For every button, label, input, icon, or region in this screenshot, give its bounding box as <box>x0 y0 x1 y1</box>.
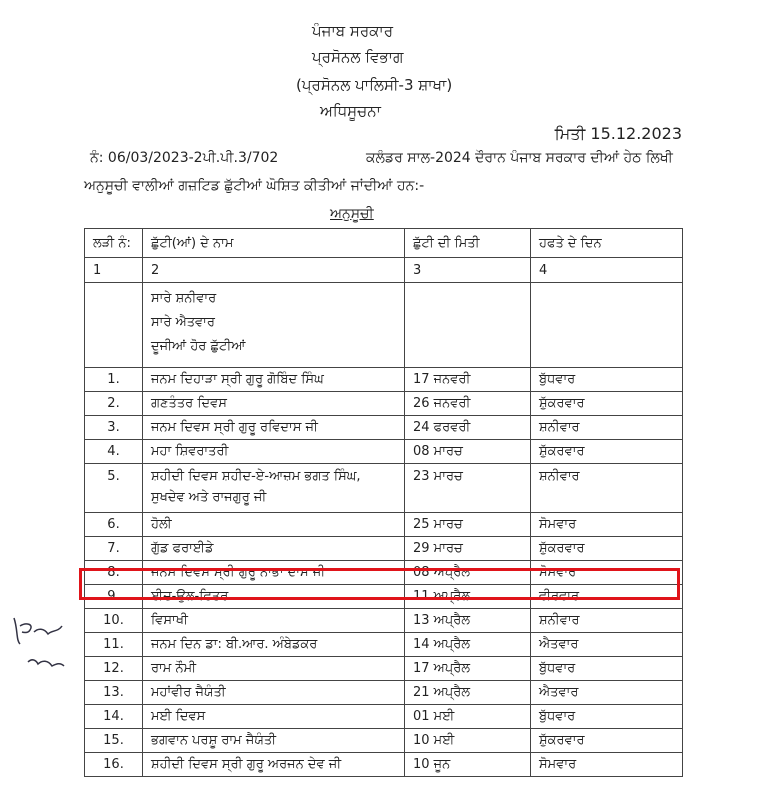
category-other: ਦੂਜੀਆਂ ਹੋਰ ਛੁੱਟੀਆਂ <box>151 339 246 354</box>
weekday-cell: ਸੋਮਵਾਰ <box>531 753 683 777</box>
weekday-cell: ਸ਼ੁੱਕਰਵਾਰ <box>531 729 683 753</box>
col-number: 1 <box>85 258 143 283</box>
holiday-name: ਸ਼ਹੀਦੀ ਦਿਵਸ ਸ਼ਹੀਦ-ਏ-ਆਜ਼ਮ ਭਗਤ ਸਿੰਘ, <box>151 469 361 484</box>
serial-cell: 14. <box>85 705 143 729</box>
holiday-name-cell <box>143 753 405 777</box>
holiday-date-cell: 25 ਮਾਰਚ <box>405 513 531 537</box>
holiday-name: ਜਨਮ ਦਿਨ ਡਾ: ਬੀ.ਆਰ. ਅੰਬੇਡਕਰ <box>151 637 318 652</box>
table-row <box>85 464 683 513</box>
category-saturdays: ਸਾਰੇ ਸ਼ਨੀਵਾਰ <box>151 291 217 306</box>
holiday-name-cell <box>143 392 405 416</box>
holiday-date-cell: 17 ਜਨਵਰੀ <box>405 368 531 392</box>
holiday-date-cell: 01 ਮਈ <box>405 705 531 729</box>
serial-cell: 9. <box>85 585 143 609</box>
holiday-date-cell: 21 ਅਪ੍ਰੈਲ <box>405 681 531 705</box>
holiday-date-cell: 23 ਮਾਰਚ <box>405 464 531 513</box>
weekday-cell: ਐਤਵਾਰ <box>531 681 683 705</box>
holiday-table <box>84 228 683 777</box>
serial-cell: 16. <box>85 753 143 777</box>
serial-cell: 6. <box>85 513 143 537</box>
table-row <box>85 368 683 392</box>
holiday-name-cell <box>143 657 405 681</box>
holiday-name: ਜਨਮ ਦਿਵਸ ਸ੍ਰੀ ਗੁਰੂ ਰਵਿਦਾਸ ਜੀ <box>151 420 318 435</box>
table-row <box>85 416 683 440</box>
holiday-name: ਮਹਾ ਸ਼ਿਵਰਾਤਰੀ <box>151 444 229 459</box>
table-row <box>85 513 683 537</box>
serial-cell: 1. <box>85 368 143 392</box>
holiday-name-cell <box>143 681 405 705</box>
table-row <box>85 585 683 609</box>
holiday-date-cell: 11 ਅਪ੍ਰੈਲ <box>405 585 531 609</box>
category-list <box>143 283 405 368</box>
column-number-row <box>85 258 683 283</box>
serial-cell: 2. <box>85 392 143 416</box>
holiday-name: ਵਿਸਾਖੀ <box>151 613 188 628</box>
serial-cell: 12. <box>85 657 143 681</box>
holiday-date-cell: 26 ਜਨਵਰੀ <box>405 392 531 416</box>
holiday-name-cell <box>143 464 405 513</box>
holiday-name-cell <box>143 633 405 657</box>
holiday-name-cell <box>143 561 405 585</box>
dept-heading-2: ਪ੍ਰਸੋਨਲ ਵਿਭਾਗ <box>312 48 404 66</box>
serial-cell: 7. <box>85 537 143 561</box>
col-header-day: ਹਫਤੇ ਦੇ ਦਿਨ <box>531 229 683 258</box>
col-number: 4 <box>531 258 683 283</box>
holiday-name: ਭਗਵਾਨ ਪਰਸ਼ੂ ਰਾਮ ਜੈਯੰਤੀ <box>151 733 277 748</box>
holiday-name-cell <box>143 440 405 464</box>
holiday-name-cell <box>143 513 405 537</box>
holiday-name: ਗੁੱਡ ਫਰਾਈਡੇ <box>151 541 214 556</box>
col-number: 3 <box>405 258 531 283</box>
weekday-cell: ਸੋਮਵਾਰ <box>531 513 683 537</box>
weekday-cell: ਬੁੱਧਵਾਰ <box>531 368 683 392</box>
weekday-cell: ਬੁੱਧਵਾਰ <box>531 705 683 729</box>
holiday-name: ਮਈ ਦਿਵਸ <box>151 709 206 724</box>
holiday-name-cell <box>143 729 405 753</box>
holiday-date-cell: 24 ਫਰਵਰੀ <box>405 416 531 440</box>
empty-cell <box>405 283 531 368</box>
reference-number: ਨੰ: 06/03/2023-2ਪੀ.ਪੀ.3/702 <box>90 150 279 166</box>
holiday-name: ਮਹਾਂਵੀਰ ਜੈਯੰਤੀ <box>151 685 226 700</box>
holiday-date-cell: 14 ਅਪ੍ਰੈਲ <box>405 633 531 657</box>
holiday-name: ਗਣਤੰਤਰ ਦਿਵਸ <box>151 396 227 411</box>
table-row <box>85 633 683 657</box>
holiday-name: ਹੋਲੀ <box>151 517 172 532</box>
holiday-name: ਜਨਮ ਦਿਹਾੜਾ ਸ੍ਰੀ ਗੁਰੂ ਗੋਬਿੰਦ ਸਿੰਘ <box>151 372 324 387</box>
table-row <box>85 440 683 464</box>
serial-cell: 4. <box>85 440 143 464</box>
col-header-name: ਛੁੱਟੀ(ਆਂ) ਦੇ ਨਾਮ <box>143 229 405 258</box>
empty-cell <box>531 283 683 368</box>
serial-cell: 3. <box>85 416 143 440</box>
weekday-cell: ਸ਼ਨੀਵਾਰ <box>531 416 683 440</box>
table-row <box>85 729 683 753</box>
holiday-name-cell <box>143 609 405 633</box>
weekday-cell: ਸ਼ੁੱਕਰਵਾਰ <box>531 440 683 464</box>
table-row <box>85 561 683 585</box>
serial-cell: 10. <box>85 609 143 633</box>
col-header-serial: ਲੜੀ ਨੰ: <box>85 229 143 258</box>
weekday-cell: ਸ਼ੁੱਕਰਵਾਰ <box>531 537 683 561</box>
dept-heading-3: (ਪ੍ਰਸੋਨਲ ਪਾਲਿਸੀ-3 ਸ਼ਾਖਾ) <box>296 76 453 94</box>
holiday-name-cell <box>143 705 405 729</box>
holiday-date-cell: 29 ਮਾਰਚ <box>405 537 531 561</box>
col-number: 2 <box>143 258 405 283</box>
table-row <box>85 705 683 729</box>
serial-cell: 15. <box>85 729 143 753</box>
holiday-name: ਸ਼ਹੀਦੀ ਦਿਵਸ ਸ੍ਰੀ ਗੁਰੂ ਅਰਜਨ ਦੇਵ ਜੀ <box>151 757 342 772</box>
weekday-cell: ਸੋਮਵਾਰ <box>531 561 683 585</box>
holiday-name: ਈਦ-ਉਲ-ਫਿਤਰ <box>151 589 229 604</box>
weekday-cell: ਸ਼ੁੱਕਰਵਾਰ <box>531 392 683 416</box>
table-row <box>85 657 683 681</box>
holiday-name-continued: ਸੁਖਦੇਵ ਅਤੇ ਰਾਜਗੁਰੂ ਜੀ <box>151 490 267 505</box>
holiday-date-cell: 08 ਮਾਰਚ <box>405 440 531 464</box>
table-row <box>85 392 683 416</box>
table-header-row <box>85 229 683 258</box>
notification-title: ਅਧਿਸੂਚਨਾ <box>320 102 381 120</box>
empty-cell <box>85 283 143 368</box>
serial-cell: 11. <box>85 633 143 657</box>
category-sundays: ਸਾਰੇ ਐਤਵਾਰ <box>151 315 215 330</box>
category-row <box>85 283 683 368</box>
intro-line-1: ਕਲੰਡਰ ਸਾਲ-2024 ਦੌਰਾਨ ਪੰਜਾਬ ਸਰਕਾਰ ਦੀਆਂ ਹੇਠ ਲਿਖੀ <box>366 150 673 166</box>
weekday-cell: ਵੀਰਵਾਰ <box>531 585 683 609</box>
weekday-cell: ਐਤਵਾਰ <box>531 633 683 657</box>
holiday-name-cell <box>143 585 405 609</box>
holiday-date-cell: 08 ਅਪ੍ਰੈਲ <box>405 561 531 585</box>
holiday-name-cell <box>143 368 405 392</box>
intro-line-2: ਅਨੁਸੂਚੀ ਵਾਲੀਆਂ ਗਜ਼ਟਿਡ ਛੁੱਟੀਆਂ ਘੋਸ਼ਿਤ ਕੀਤੀਆਂ ਜਾਂਦੀਆਂ ਹਨ:- <box>84 178 425 194</box>
holiday-name: ਰਾਮ ਨੌਮੀ <box>151 661 197 676</box>
table-row <box>85 753 683 777</box>
holiday-date-cell: 10 ਮਈ <box>405 729 531 753</box>
serial-cell: 13. <box>85 681 143 705</box>
serial-cell: 5. <box>85 464 143 513</box>
table-row <box>85 537 683 561</box>
holiday-date-cell: 17 ਅਪ੍ਰੈਲ <box>405 657 531 681</box>
serial-cell: 8. <box>85 561 143 585</box>
weekday-cell: ਬੁੱਧਵਾਰ <box>531 657 683 681</box>
holiday-date-cell: 10 ਜੂਨ <box>405 753 531 777</box>
holiday-name-cell <box>143 416 405 440</box>
col-header-date: ਛੁੱਟੀ ਦੀ ਮਿਤੀ <box>405 229 531 258</box>
notification-date: ਮਿਤੀ 15.12.2023 <box>554 124 682 143</box>
holiday-name: ਜਨਮ ਦਿਵਸ ਸ੍ਰੀ ਗੁਰੂ ਨਾਭਾ ਦਾਸ ਜੀ <box>151 565 326 580</box>
handwritten-signature <box>8 610 78 680</box>
table-row <box>85 609 683 633</box>
weekday-cell: ਸ਼ਨੀਵਾਰ <box>531 609 683 633</box>
holiday-name-cell <box>143 537 405 561</box>
dept-heading-1: ਪੰਜਾਬ ਸਰਕਾਰ <box>312 22 393 40</box>
table-row <box>85 681 683 705</box>
holiday-date-cell: 13 ਅਪ੍ਰੈਲ <box>405 609 531 633</box>
weekday-cell: ਸ਼ਨੀਵਾਰ <box>531 464 683 513</box>
schedule-title: ਅਨੁਸੂਚੀ <box>330 206 374 222</box>
